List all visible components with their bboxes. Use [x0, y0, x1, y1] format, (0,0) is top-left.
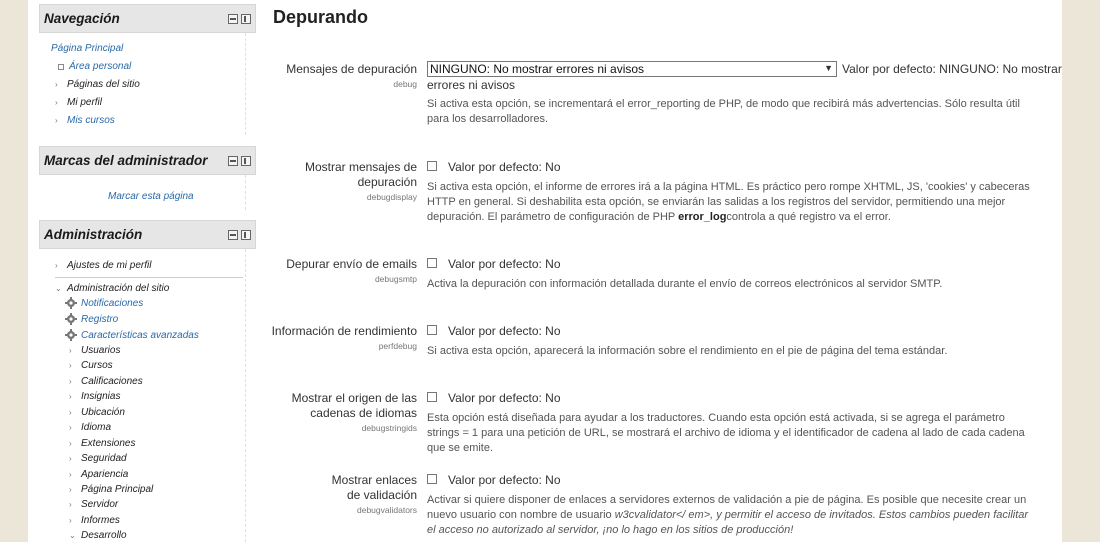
admin-item-desarrollo[interactable]: ⌄ Desarrollo	[69, 530, 127, 541]
setting-key: debugdisplay	[366, 192, 417, 202]
admin-item-cursos[interactable]: › Cursos	[69, 360, 113, 371]
chevron-right-icon: ›	[69, 346, 72, 355]
admin-item-seguridad[interactable]: › Seguridad	[69, 453, 127, 464]
minimize-icon[interactable]	[228, 156, 238, 166]
setting-description: Esta opción está diseñada para ayudar a los traductores. Cuando esta opción está activada, si se agrega el parámetro strings = 1 para una petición de URL, se mostrará el archivo de idioma y el identificador de cadena al lado de cada cadena que se emite.	[427, 412, 1025, 454]
debugdisplay-checkbox[interactable]	[427, 161, 437, 171]
setting-description: Si activa esta opción, el informe de errores irá a la página HTML. Es práctico pero rompe XHTML, JS, 'cookies' y cabeceras HTTP en general. Si deshabilita esta opción, se enviarán las salidas a los registros del servidor, permitiendo una mejor depuración. El parámetro de configuración de PHP error_logcontrola a qué registro va el error.	[427, 181, 1030, 223]
default-value: Valor por defecto: NINGUNO: No mostrar	[842, 62, 1062, 76]
chevron-right-icon: ›	[69, 516, 72, 525]
navigation-block-header	[39, 4, 256, 33]
admin-item-calificaciones[interactable]: › Calificaciones	[69, 376, 143, 387]
navigation-block	[39, 4, 256, 33]
chevron-right-icon: ›	[69, 454, 72, 463]
setting-key: debugvalidators	[356, 505, 417, 515]
nav-item-area-personal[interactable]: Área personal	[55, 61, 131, 72]
admin-item-ubicacion[interactable]: › Ubicación	[69, 407, 125, 418]
chevron-down-icon: ⌄	[69, 531, 76, 540]
admin-item-usuarios[interactable]: › Usuarios	[69, 345, 121, 356]
bookmark-this-page-link[interactable]: Marcar esta página	[108, 191, 194, 202]
setting-description: Activa la depuración con información detallada durante el envío de correos electrónicos al servidor SMTP.	[427, 278, 943, 290]
debugvalidators-checkbox[interactable]	[427, 474, 437, 484]
chevron-right-icon: ›	[69, 423, 72, 432]
admin-item-idioma[interactable]: › Idioma	[69, 422, 112, 433]
admin-caracteristicas-avanzadas[interactable]: Características avanzadas	[65, 329, 199, 341]
admin-registro[interactable]: Registro	[65, 313, 118, 325]
admin-item-informes[interactable]: › Informes	[69, 515, 120, 526]
dock-icon[interactable]	[241, 230, 251, 240]
setting-label: Mostrar enlaces de validación	[331, 473, 417, 502]
chevron-down-icon: ⌄	[55, 284, 62, 293]
chevron-down-icon: ▼	[824, 63, 833, 73]
setting-label: Mostrar el origen de las cadenas de idiomas	[291, 391, 417, 420]
chevron-right-icon: ›	[55, 98, 58, 107]
setting-debugsmtp-label-wrap	[264, 257, 417, 284]
square-bullet-icon	[58, 64, 64, 70]
administration-block-header	[39, 220, 256, 249]
debug-select[interactable]: NINGUNO: No mostrar errores ni avisos ▼	[427, 61, 837, 77]
setting-perfdebug-label-wrap	[264, 324, 417, 351]
setting-debugvalidators-label-wrap	[264, 473, 417, 515]
chevron-right-icon: ›	[55, 116, 58, 125]
admin-item-extensiones[interactable]: › Extensiones	[69, 438, 136, 449]
dock-icon[interactable]	[241, 14, 251, 24]
divider	[55, 277, 243, 278]
chevron-right-icon: ›	[69, 485, 72, 494]
block-border	[245, 175, 246, 210]
admin-item-insignias[interactable]: › Insignias	[69, 391, 121, 402]
setting-description: Si activa esta opción, aparecerá la información sobre el rendimiento en el pie de página del tema estándar.	[427, 345, 948, 357]
setting-label: Información de rendimiento	[271, 324, 417, 338]
chevron-right-icon: ›	[69, 439, 72, 448]
default-value-cont: errores ni avisos	[427, 78, 516, 92]
chevron-right-icon: ›	[69, 392, 72, 401]
chevron-right-icon: ›	[55, 80, 58, 89]
chevron-right-icon: ›	[55, 261, 58, 270]
default-value: Valor por defecto: No	[448, 160, 561, 174]
block-border	[245, 33, 246, 135]
admin-bookmarks-title: Marcas del administrador	[44, 153, 208, 168]
admin-item-servidor[interactable]: › Servidor	[69, 499, 119, 510]
nav-home-link[interactable]: Página Principal	[51, 43, 124, 54]
nav-item-paginas-sitio[interactable]: › Páginas del sitio	[55, 79, 140, 90]
minimize-icon[interactable]	[228, 14, 238, 24]
chevron-right-icon: ›	[69, 470, 72, 479]
admin-site-admin[interactable]: ⌄ Administración del sitio	[55, 283, 170, 294]
gear-icon	[65, 329, 77, 341]
setting-label: Mostrar mensajes de depuración	[304, 160, 417, 189]
admin-bookmarks-header	[39, 146, 256, 175]
gear-icon	[65, 297, 77, 309]
administration-block	[39, 220, 256, 249]
block-border	[245, 249, 246, 542]
admin-item-pagina-principal[interactable]: › Página Principal	[69, 484, 154, 495]
chevron-right-icon: ›	[69, 361, 72, 370]
setting-description: Activar si quiere disponer de enlaces a servidores externos de validación a pie de página. Es posible que necesite crear un nuevo usuario con nombre de usuario w3cvalidator</ em>, y permitir el acceso de invitados. Estos cambios pueden facilitar el acceso no autorizado al servidor, ¡no lo hago en los sitios de producción!	[427, 494, 1029, 536]
setting-description: Si activa esta opción, se incrementará el error_reporting de PHP, de modo que recibirá más advertencias. Sólo resulta útil para los desarrolladores.	[427, 98, 1020, 125]
setting-key: perfdebug	[378, 341, 417, 351]
setting-debug-label-wrap	[264, 62, 417, 89]
admin-notificaciones[interactable]: Notificaciones	[65, 297, 143, 309]
setting-key: debug	[393, 79, 417, 89]
admin-bookmarks-block	[39, 146, 256, 175]
page-container	[28, 0, 1062, 542]
setting-debugdisplay-label-wrap	[264, 160, 417, 202]
dock-icon[interactable]	[241, 156, 251, 166]
page-title: Depurando	[273, 7, 369, 27]
minimize-icon[interactable]	[228, 230, 238, 240]
administration-block-title: Administración	[44, 227, 143, 242]
debugsmtp-checkbox[interactable]	[427, 258, 437, 268]
perfdebug-checkbox[interactable]	[427, 325, 437, 335]
debugstringids-checkbox[interactable]	[427, 392, 437, 402]
setting-label: Depurar envío de emails	[286, 257, 417, 271]
chevron-right-icon: ›	[69, 377, 72, 386]
setting-debugstringids-label-wrap	[264, 391, 417, 433]
setting-label: Mensajes de depuración	[286, 62, 417, 76]
admin-profile-settings[interactable]: › Ajustes de mi perfil	[55, 260, 152, 271]
default-value: Valor por defecto: No	[448, 324, 561, 338]
navigation-block-title: Navegación	[44, 11, 120, 26]
setting-key: debugstringids	[361, 423, 417, 433]
chevron-right-icon: ›	[69, 500, 72, 509]
admin-item-apariencia[interactable]: › Apariencia	[69, 469, 129, 480]
nav-item-mi-perfil[interactable]: › Mi perfil	[55, 97, 103, 108]
setting-key: debugsmtp	[374, 274, 417, 284]
gear-icon	[65, 313, 77, 325]
nav-item-mis-cursos[interactable]: › Mis cursos	[55, 115, 115, 126]
default-value: Valor por defecto: No	[448, 473, 561, 487]
default-value: Valor por defecto: No	[448, 391, 561, 405]
default-value: Valor por defecto: No	[448, 257, 561, 271]
chevron-right-icon: ›	[69, 408, 72, 417]
